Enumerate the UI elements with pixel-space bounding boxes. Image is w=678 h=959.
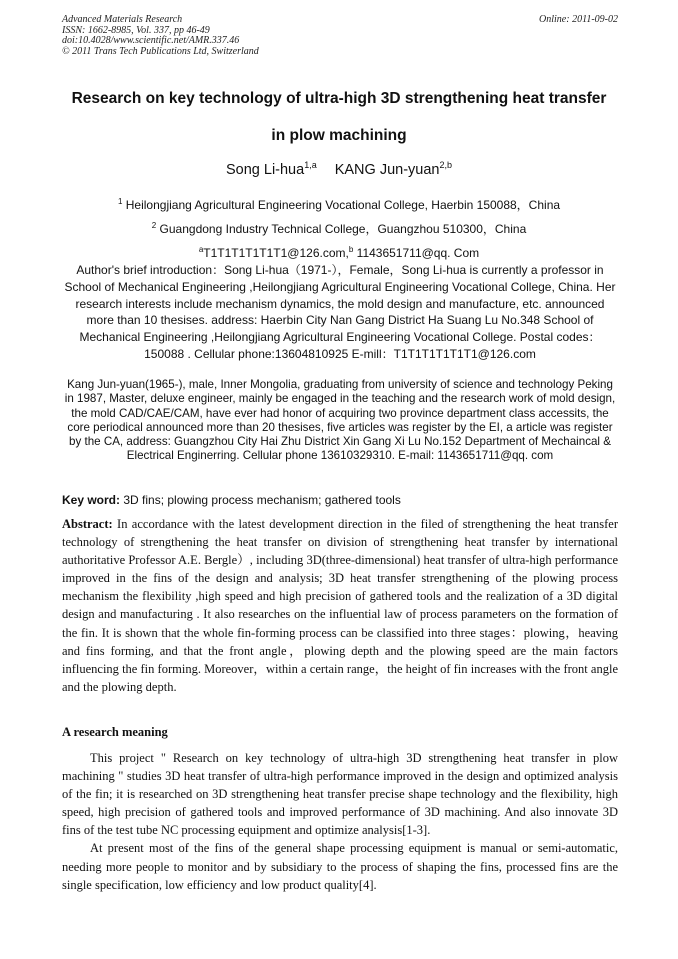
online-date: Online: 2011-09-02 xyxy=(539,14,618,25)
email-a-sup: a xyxy=(198,245,204,254)
section-body xyxy=(62,749,618,894)
body-paragraph-1: This project " Research on key technology of ultra-high 3D strengthening heat transfer in plow machining " studies 3D heat transfer of ultra-high performance improved in the design and optimized analysis of the fin; it is researched on 3D strengthening heat transfer precise shape technology and the flexibility, high speed, high precision of gathered tools and improved performance of 3D machining. And also innovate 3D fins of the test tube NC processing equipment and optimize analysis[1-3]. xyxy=(62,751,618,838)
abstract-label: Abstract: xyxy=(62,517,113,531)
affiliation-1-text: Heilongjiang Agricultural Engineering Vocational College, Haerbin 150088，China xyxy=(125,198,561,212)
author-1-bio: Author's brief introduction：Song Li-hua（1971-），Female，Song Li-hua is currently a professor in School of Mechanical Engineering ,Heilongjiang Agricultural Engineering Vocational College, China. Her research interests include mechanism dynamics, the mold design and manufacture, etc. announced more than 10 thesises. address: Haerbin City Nan Gang District Ha Suang Lu No.348 School of Mechanical Engineering ,Heilongjiang Agricultural Engineering Vocational College. Postal codes：150088 . Cellular phone:13604810925 E-mill：T1T1T1T1T1T1@126.com xyxy=(64,263,616,361)
body-paragraph-2: At present most of the fins of the general shape processing equipment is manual or semi-automatic, needing more people to monitor and by subsidiary to the process of shaping the fins, processed fins are the single specification, low efficiency and low product quality[4]. xyxy=(62,841,618,892)
affiliation-2-text: Guangdong Industry Technical College，Guangzhou 510300，China xyxy=(159,222,527,236)
affiliation-2-sup: 2 xyxy=(151,221,157,230)
keywords xyxy=(62,493,618,507)
section-heading: A research meaning xyxy=(62,725,168,739)
journal-header xyxy=(62,15,618,57)
journal-name: Advanced Materials Research xyxy=(62,14,183,25)
doi-line: doi:10.4028/www.scientific.net/AMR.337.46 xyxy=(62,35,240,47)
abstract xyxy=(62,515,618,696)
paper-title-line-1: Research on key technology of ultra-high 3D strengthening heat transfer xyxy=(71,90,607,107)
abstract-text: In accordance with the latest development direction in the filed of strengthening the heat transfer technology of strengthening the heat transfer on division of strengthening heat transfer by international authoritative Professor A.E. Bergle）, including 3D(three-dimensional) heat transfer of ultra-high performance improved in the fins of the design and analysis; 3D heat transfer strengthening of the plowing process mechanism the flexibility ,high speed and high precision of gathered tools and the realization of a 3D digital design and manufacturing . It also researches on the influential law of process parameters on the formation of the fin. It is shown that the whole fin-forming process can be classified into three stages：plowing，heaving and fins forming, and that the front angle，plowing depth and the plowing speed are the main factors influencing the fin forming. Moreover，within a certain range，the height of fin increases with the front angle and the plowing depth. xyxy=(62,517,618,694)
copyright-line: © 2011 Trans Tech Publications Ltd, Switzerland xyxy=(62,45,259,57)
email-a: T1T1T1T1T1T1@126.com, xyxy=(203,246,349,260)
email-line xyxy=(40,245,638,260)
paper-title-line-2: in plow machining xyxy=(271,127,407,144)
email-b-sup: b xyxy=(348,245,354,254)
author-2-bio: Kang Jun-yuan(1965-), male, Inner Mongolia, graduating from university of science and technology Peking in 1987, Master, deluxe engineer, mainly be engaged in the teaching and the research work of mold design, the mold CAD/CAE/CAM, have ever had honor of acquiring two province department class accessits, the core periodical announced more than 20 thesises, five articles was register by the EI, a article was register by the CA, address: Guangzhou City Hai Zhu District Xin Gang Xi Lu No.152 Department of Mechaincal & Electrical Enginerring. Cellular phone 13610329310. E-mail: 1143651711@qq. com xyxy=(64,378,616,463)
author-2-name: KANG Jun-yuan xyxy=(334,162,440,178)
keywords-text: 3D fins; plowing process mechanism; gathered tools xyxy=(123,493,401,507)
email-b: 1143651711@qq. Com xyxy=(356,246,480,260)
author-1-name: Song Li-hua xyxy=(225,162,305,178)
author-1-sup: 1,a xyxy=(304,160,317,170)
affiliation-1 xyxy=(40,196,638,213)
author-list xyxy=(40,160,638,178)
author-2-sup: 2,b xyxy=(439,160,452,170)
issn-line: ISSN: 1662-8985, Vol. 337, pp 46-49 xyxy=(62,24,210,36)
affiliation-1-sup: 1 xyxy=(117,197,123,206)
affiliation-2 xyxy=(40,220,638,237)
keywords-label: Key word: xyxy=(62,493,121,507)
